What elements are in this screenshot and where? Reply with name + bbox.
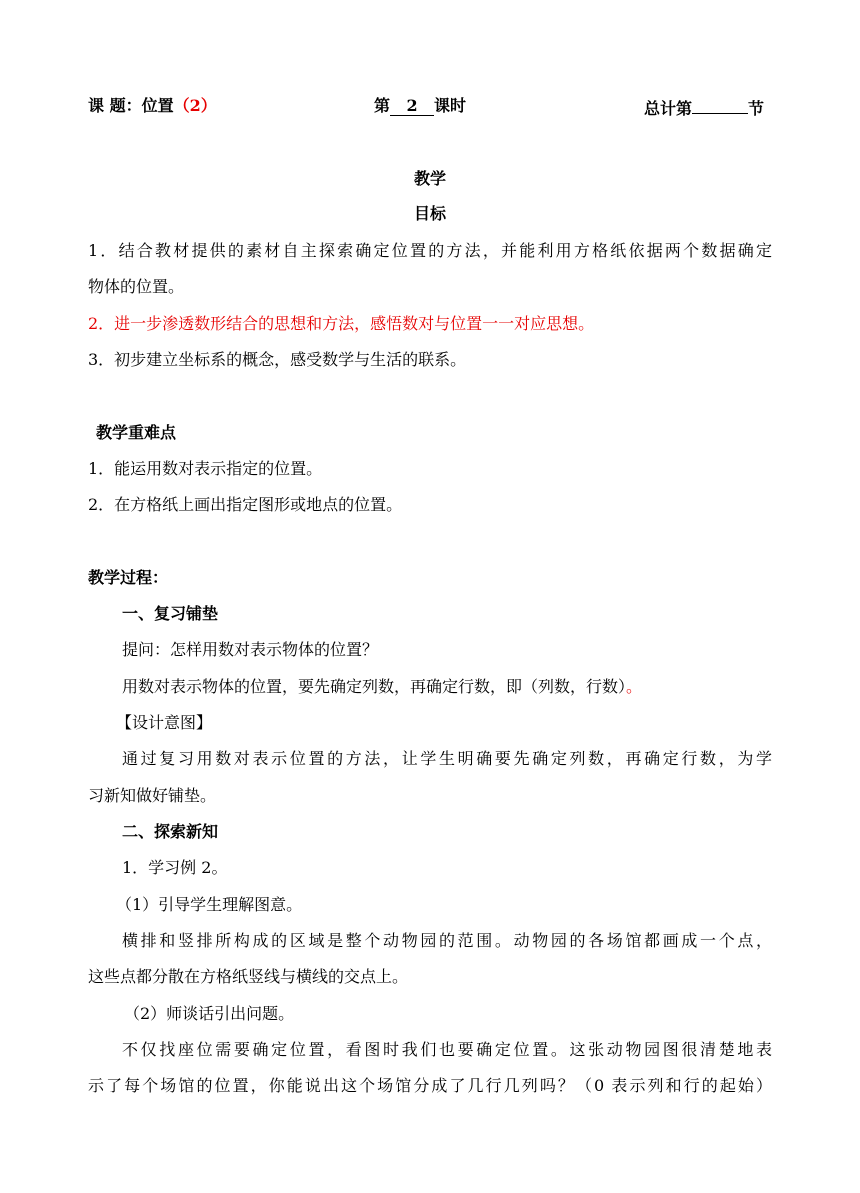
section-2-title: 二、探索新知: [122, 822, 219, 841]
course-title-number: （2）: [173, 96, 217, 115]
total-number-blank: [692, 95, 748, 114]
lesson-suffix: 课时: [434, 96, 467, 115]
section-2-paragraph-1-line-2: 这些点都分散在方格纸竖线与横线的交点上。: [88, 967, 409, 986]
design-intent-line-1: 通过复习用数对表示位置的方法，让学生明确要先确定列数，再确定行数，为学: [122, 749, 772, 768]
goal-item-1-line-2: 物体的位置。: [88, 277, 185, 296]
course-title: [88, 95, 217, 117]
section-2-item-1: 1．学习例 2。: [122, 858, 228, 877]
design-intent-label: 【设计意图】: [116, 713, 213, 732]
design-intent-line-2: 习新知做好铺垫。: [88, 786, 217, 805]
total-count: [644, 95, 764, 120]
section-1-answer: [122, 676, 642, 698]
goal-item-3: 3．初步建立坐标系的概念，感受数学与生活的联系。: [88, 350, 467, 369]
lesson-prefix: 第: [374, 96, 391, 115]
key-point-1: 1．能运用数对表示指定的位置。: [88, 459, 323, 478]
lesson-number: [374, 95, 466, 117]
section-1-answer-end: 。: [626, 677, 643, 696]
section-1-answer-text: 用数对表示物体的位置，要先确定列数，再确定行数，即（列数，行数）: [122, 677, 627, 696]
key-point-2: 2．在方格纸上画出指定图形或地点的位置。: [88, 495, 403, 514]
total-suffix: 节: [748, 99, 765, 118]
process-heading: 教学过程：: [88, 568, 169, 587]
section-2-paragraph-1-line-1: 横排和竖排所构成的区域是整个动物园的范围。动物园的各场馆都画成一个点，: [122, 931, 772, 950]
section-2-paragraph-2-line-1: 不仅找座位需要确定位置，看图时我们也要确定位置。这张动物园图很清楚地表: [122, 1040, 772, 1059]
goal-item-2: 2．进一步渗透数形结合的思想和方法，感悟数对与位置一一对应思想。: [88, 314, 595, 333]
total-prefix: 总计第: [644, 99, 693, 118]
section-2-sub-2: （2）师谈话引出问题。: [124, 1004, 295, 1023]
section-2-paragraph-2-line-2: 示了每个场馆的位置，你能说出这个场馆分成了几行几列吗？（0 表示列和行的起始）: [88, 1076, 772, 1095]
goals-heading-1: 教学: [413, 169, 446, 188]
goals-heading-2: 目标: [413, 204, 446, 223]
course-title-label: 课 题：位置: [88, 96, 174, 115]
section-2-sub-1: （1）引导学生理解图意。: [116, 895, 303, 914]
key-points-heading: 教学重难点: [96, 423, 177, 442]
section-1-title: 一、复习铺垫: [122, 604, 219, 623]
lesson-number-value: 2: [390, 97, 434, 116]
goal-item-1-line-1: 1．结合教材提供的素材自主探索确定位置的方法，并能利用方格纸依据两个数据确定: [88, 241, 772, 260]
section-1-question: 提问：怎样用数对表示物体的位置？: [122, 640, 379, 659]
